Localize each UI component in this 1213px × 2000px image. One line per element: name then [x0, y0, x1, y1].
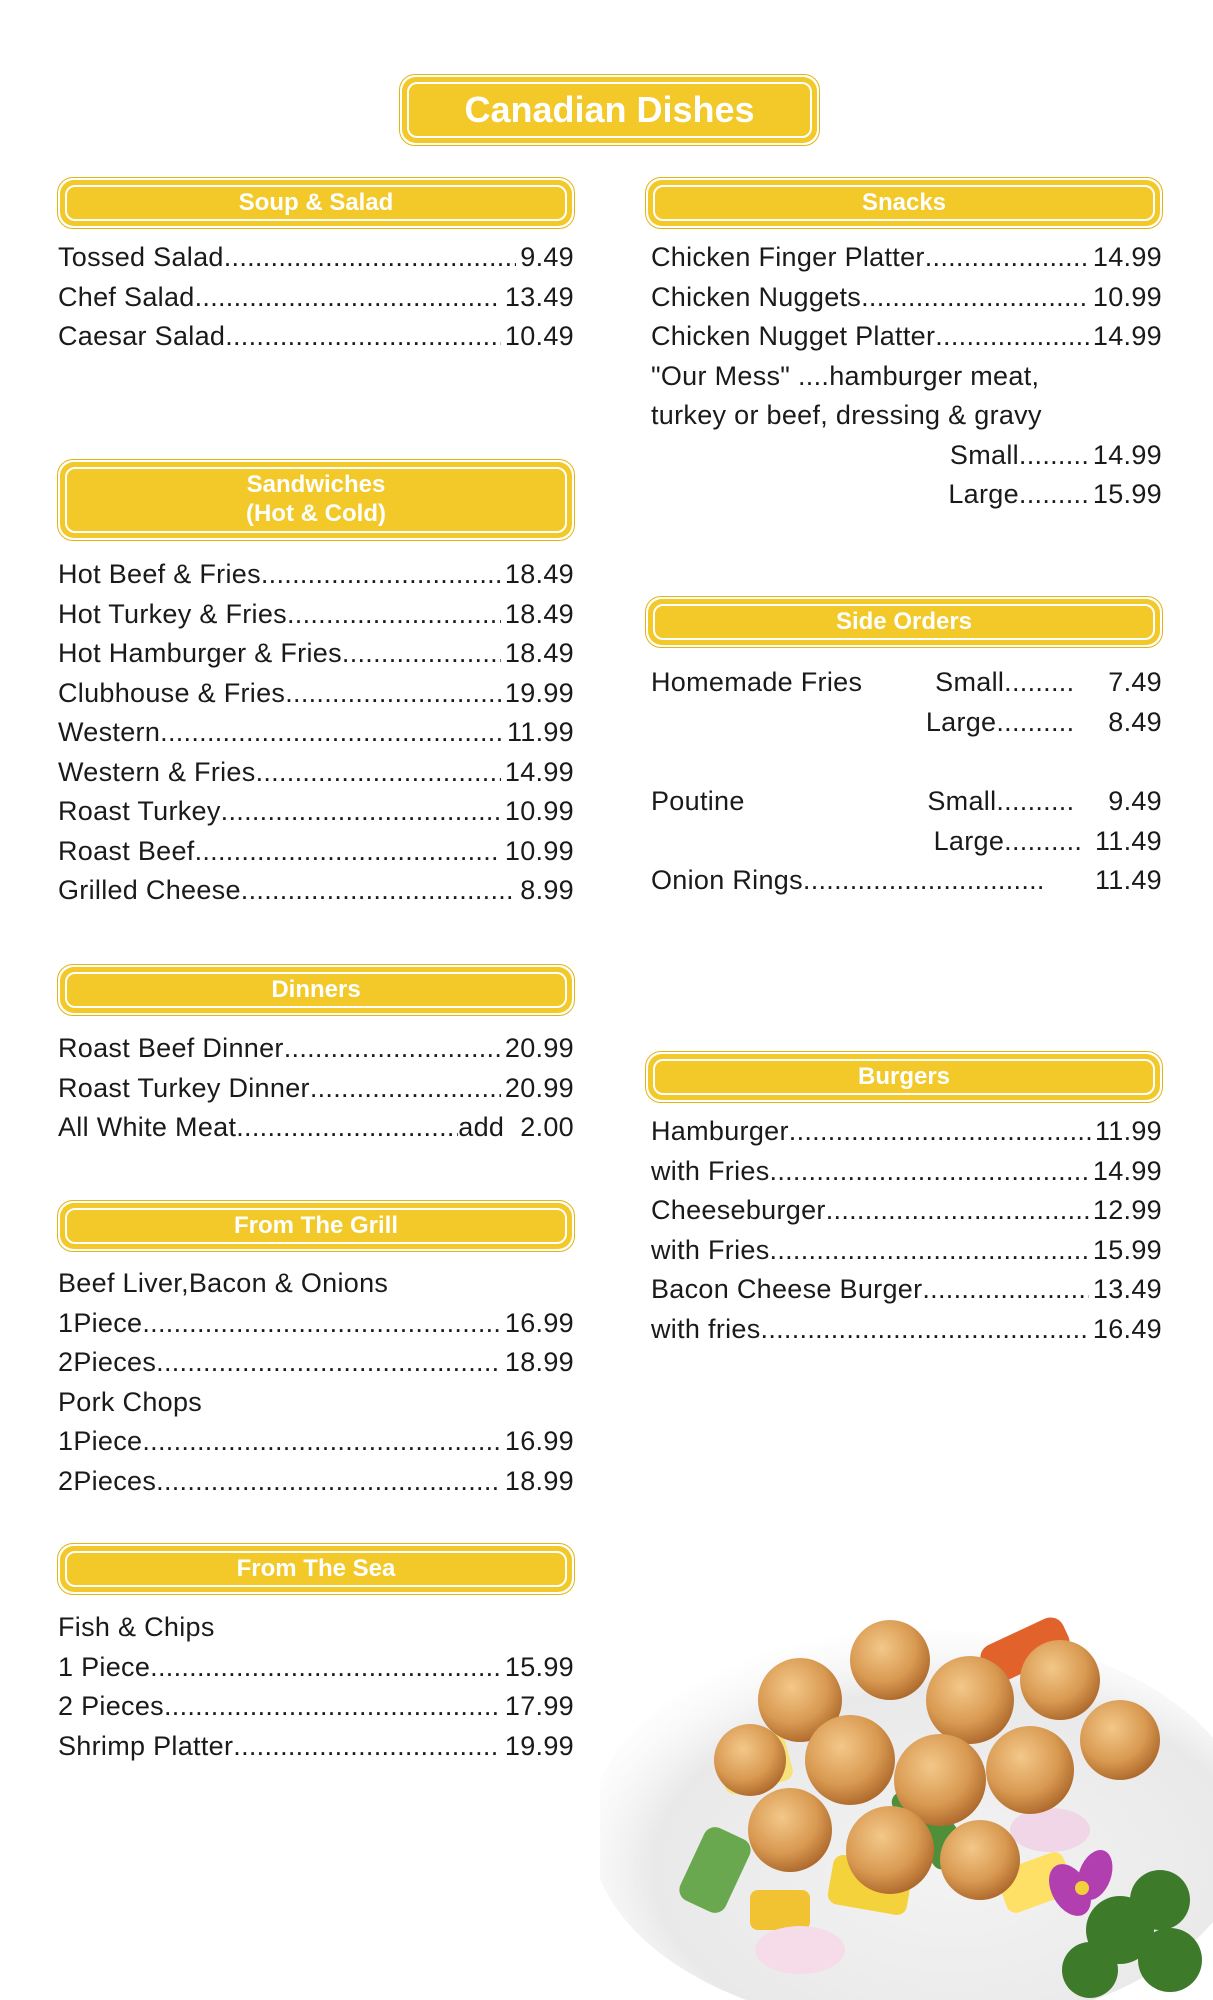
section-header-dinners: Dinners	[60, 967, 572, 1013]
sweet-sour-chicken-image	[600, 1530, 1213, 2000]
menu-item: Chicken Finger Platter ..... 14.99	[651, 238, 1162, 278]
menu-item: Hot Turkey & Fries ..... 18.49	[58, 595, 574, 635]
menu-item: with Fries ..... 14.99	[651, 1152, 1162, 1192]
section-header-burgers: Burgers	[648, 1054, 1160, 1100]
menu-item: Roast Turkey ..... 10.99	[58, 792, 574, 832]
menu-size-row: Small......... 7.49	[935, 667, 1162, 697]
menu-item: Chicken Nuggets ..... 10.99	[651, 278, 1162, 318]
menu-item: Cheeseburger ..... 12.99	[651, 1191, 1162, 1231]
grill-list	[58, 1264, 574, 1501]
menu-item: 2Pieces ..... 18.99	[58, 1343, 574, 1383]
menu-size-row: Large.......... 8.49	[925, 706, 1162, 737]
menu-item: Grilled Cheese ..... 8.99	[58, 871, 574, 911]
menu-item: 1Piece ..... 16.99	[58, 1304, 574, 1344]
menu-item: 2 Pieces ..... 17.99	[58, 1687, 574, 1727]
section-header-soup-salad: Soup & Salad	[60, 180, 572, 226]
menu-item: Western & Fries ..... 14.99	[58, 753, 574, 793]
sandwiches-list	[58, 555, 574, 911]
menu-subheading: Beef Liver,Bacon & Onions	[58, 1268, 389, 1298]
section-header-grill: From The Grill	[60, 1203, 572, 1249]
menu-item: Shrimp Platter ..... 19.99	[58, 1727, 574, 1767]
menu-item: 2Pieces ..... 18.99	[58, 1462, 574, 1502]
menu-size-row: Large.......... 11.49	[933, 825, 1162, 856]
menu-item: Hamburger ..... 11.99	[651, 1112, 1162, 1152]
menu-item: Hot Beef & Fries ..... 18.49	[58, 555, 574, 595]
burgers-list	[651, 1112, 1162, 1349]
menu-item-name: Poutine	[651, 786, 745, 816]
menu-subheading: Fish & Chips	[58, 1612, 215, 1642]
poutine-row	[651, 782, 1162, 861]
fries-row	[651, 663, 1162, 742]
soup-salad-list	[58, 238, 574, 357]
menu-item: Roast Beef ..... 10.99	[58, 832, 574, 872]
page-title-banner	[402, 77, 817, 143]
menu-size-row: Large ..... 15.99	[651, 475, 1162, 515]
menu-item: Western ..... 11.99	[58, 713, 574, 753]
page-title: Canadian Dishes	[464, 89, 755, 130]
menu-item: Tossed Salad ..... 9.49	[58, 238, 574, 278]
menu-item: Chicken Nugget Platter ..... 14.99	[651, 317, 1162, 357]
menu-item: Bacon Cheese Burger ..... 13.49	[651, 1270, 1162, 1310]
sea-list	[58, 1608, 574, 1766]
menu-item: Onion Rings ..... 11.49	[651, 861, 1162, 901]
section-header-snacks: Snacks	[648, 180, 1160, 226]
section-header-sea: From The Sea	[60, 1546, 572, 1592]
section-header-sandwiches: Sandwiches (Hot & Cold)	[60, 462, 572, 538]
menu-item: All White Meat ..... add 2.00	[58, 1108, 574, 1148]
menu-item: Roast Beef Dinner ..... 20.99	[58, 1029, 574, 1069]
menu-item: Hot Hamburger & Fries ..... 18.49	[58, 634, 574, 674]
menu-description: "Our Mess" ....hamburger meat,	[651, 360, 1040, 391]
menu-item: Caesar Salad ..... 10.49	[58, 317, 574, 357]
menu-description: turkey or beef, dressing & gravy	[651, 400, 1042, 430]
snacks-list	[651, 238, 1162, 515]
menu-item: Clubhouse & Fries ..... 19.99	[58, 674, 574, 714]
menu-item: with Fries ..... 15.99	[651, 1231, 1162, 1271]
dinners-list	[58, 1029, 574, 1148]
menu-item-name: Homemade Fries	[651, 667, 863, 697]
menu-subheading: Pork Chops	[58, 1386, 203, 1417]
menu-item: with fries ..... 16.49	[651, 1310, 1162, 1350]
section-header-side-orders: Side Orders	[648, 599, 1160, 645]
menu-item: Chef Salad ..... 13.49	[58, 278, 574, 318]
menu-size-row: Small ..... 14.99	[651, 436, 1162, 476]
menu-item: Roast Turkey Dinner ..... 20.99	[58, 1069, 574, 1109]
menu-item: 1Piece ..... 16.99	[58, 1422, 574, 1462]
side-orders-list	[651, 663, 1162, 901]
menu-item: 1 Piece ..... 15.99	[58, 1648, 574, 1688]
menu-size-row: Small.......... 9.49	[927, 786, 1162, 816]
